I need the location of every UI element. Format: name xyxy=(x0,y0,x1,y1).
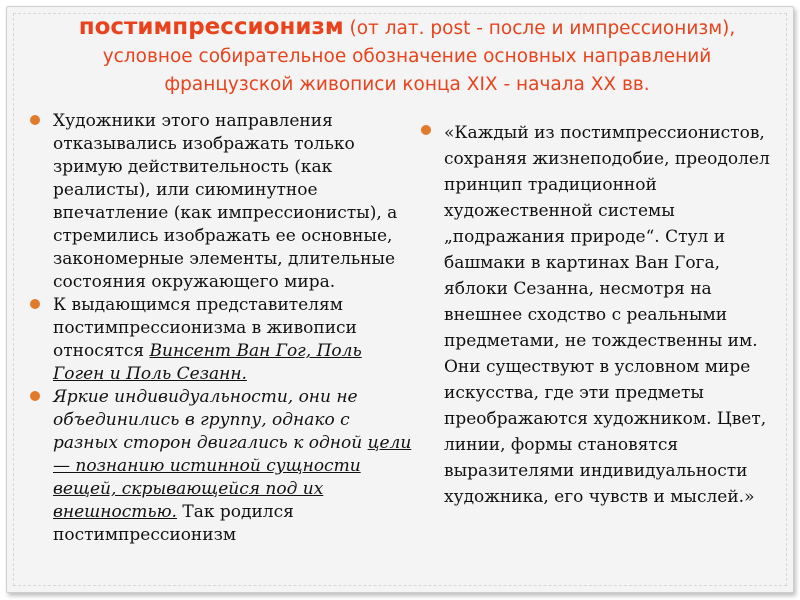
artists-names: Винсент Ван Гог, Поль Гоген и Поль Сезанн. xyxy=(53,341,362,384)
left-p2-text: К выдающимся представителям постимпрессионизма в живописи относятся xyxy=(53,295,357,361)
bullet-icon xyxy=(30,299,40,309)
slide-title xyxy=(47,13,767,99)
bullet-icon xyxy=(421,125,431,135)
left-paragraph-1 xyxy=(29,110,417,294)
right-quote-text: «Каждый из постимпрессионистов, сохраняя жизнеподобие, преодолел принцип традиционной художественной системы „подражания природе“. Стул и башмаки в картинах Ван Гога, яблоки Сезанна, несмотря на внешнее сходство с реальными предметами, не тождественны им. Они существуют в условном мире искусства, где эти предметы преображаются художником. Цвет, линии, формы становятся выразителями индивидуальности художника, его чувств и мыслей.» xyxy=(444,123,770,507)
title-term: постимпрессионизм xyxy=(78,14,344,40)
left-paragraph-3 xyxy=(29,386,417,547)
right-quote-paragraph xyxy=(420,120,782,510)
title-line3: французской живописи конца XIX - начала XX вв. xyxy=(164,74,650,95)
title-line1-rest: (от лат. post - после и импрессионизм), xyxy=(343,18,736,39)
left-p1-text: Художники этого направления отказывались изображать только зримую действительность (как реалисты), или сиюминутное впечатление (как импрессионисты), а стремились изображать ее основные, закономерные элементы, длительные состояния окружающего мира. xyxy=(53,111,398,292)
title-line2: условное собирательное обозначение основных направлений xyxy=(102,46,712,67)
left-column xyxy=(29,110,417,547)
left-p3-lead: Яркие индивидуальности, они не объединились в группу, однако с разных сторон двигались к одной xyxy=(53,387,368,453)
bullet-icon xyxy=(30,391,40,401)
left-p3-underlined: цели — познанию истинной сущности вещей, скрывающейся под их внешностью. xyxy=(53,433,412,522)
left-paragraph-2 xyxy=(29,294,417,386)
slide-frame xyxy=(6,6,794,593)
bullet-icon xyxy=(30,115,40,125)
right-column xyxy=(420,120,782,510)
left-p3-tail: Так родился постимпрессионизм xyxy=(53,502,294,545)
